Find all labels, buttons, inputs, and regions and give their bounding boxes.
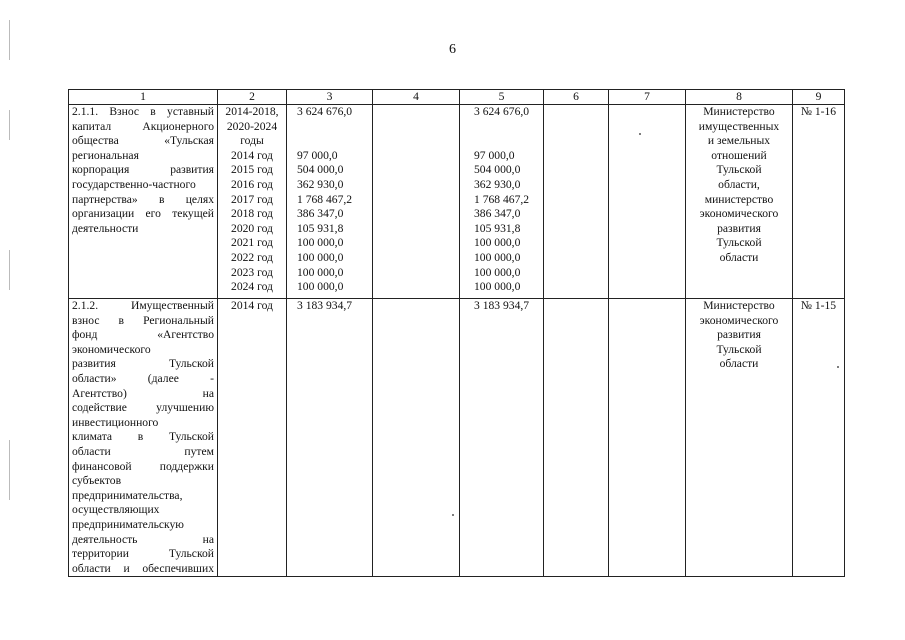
amount-value: 100 000,0 <box>297 236 344 250</box>
scan-margin-mark <box>9 250 10 290</box>
description-line: области» (далее - <box>72 371 214 385</box>
description-line: 2.1.2. Имущественный <box>72 299 214 312</box>
period-cell <box>218 299 287 577</box>
budget-table <box>68 89 845 577</box>
executor-line: развития <box>717 221 761 235</box>
description-line: климата в Тульской <box>72 430 214 444</box>
column-4-cell <box>373 105 460 299</box>
amount-value: 386 347,0 <box>474 207 521 221</box>
description-line: осуществляющих <box>72 503 160 517</box>
description-line: государственно-частного <box>72 177 196 191</box>
col-header-6: 6 <box>544 90 609 105</box>
executor-cell <box>686 105 793 299</box>
description-line: общества «Тульская <box>72 134 214 148</box>
amount-value: 100 000,0 <box>474 236 521 250</box>
executor-line: Министерство <box>703 299 775 312</box>
scan-margin-mark <box>9 110 10 140</box>
executor-line: Министерство <box>703 105 775 118</box>
executor-line: экономического <box>699 313 779 327</box>
period-line: 2014 год <box>231 299 273 312</box>
scan-speck <box>837 366 839 368</box>
amount-value: 1 768 467,2 <box>474 192 530 206</box>
col-header-9: 9 <box>793 90 845 105</box>
description-line: экономического <box>72 342 151 356</box>
column-6-cell <box>544 299 609 577</box>
description-line: Агентство) на <box>72 386 214 400</box>
scan-margin-mark <box>9 440 10 500</box>
amount-total-cell <box>287 299 373 577</box>
period-line: 2021 год <box>231 236 273 250</box>
column-7-cell <box>609 299 686 577</box>
executor-line: Тульской <box>716 163 762 177</box>
amount-source-cell <box>460 105 544 299</box>
description-line: деятельности <box>72 221 139 235</box>
description-line: развития Тульской <box>72 357 214 371</box>
measure-description <box>69 299 218 577</box>
period-line: 2014-2018, <box>225 105 279 118</box>
amount-value: 386 347,0 <box>297 207 344 221</box>
executor-line: области <box>719 250 759 264</box>
executor-line: Тульской <box>716 236 762 250</box>
amount-value <box>297 134 369 149</box>
amount-value: 1 768 467,2 <box>297 192 353 206</box>
executor-line: области <box>719 357 759 371</box>
scan-speck <box>452 514 454 516</box>
executor-line: области, <box>718 177 760 191</box>
description-line: взнос в Региональный <box>72 313 214 327</box>
col-header-2: 2 <box>218 90 287 105</box>
period-line: 2016 год <box>231 177 273 191</box>
period-line: 2015 год <box>231 163 273 177</box>
description-line: области путем <box>72 444 214 458</box>
executor-line: отношений <box>711 148 767 162</box>
period-line: 2020-2024 <box>226 119 278 133</box>
description-line: предпринимательскую <box>72 517 184 531</box>
amount-value: 97 000,0 <box>297 148 338 162</box>
description-line: партнерства» в целях <box>72 192 214 206</box>
description-line: деятельность на <box>72 532 214 546</box>
column-6-cell <box>544 105 609 299</box>
executor-line: развития <box>717 328 761 342</box>
description-line: содействие улучшению <box>72 401 214 415</box>
amount-value <box>297 120 369 135</box>
indicators-cell: № 1-16 <box>793 105 845 299</box>
period-line: 2020 год <box>231 221 273 235</box>
amount-value: 362 930,0 <box>474 177 521 191</box>
column-7-cell <box>609 105 686 299</box>
description-line: территории Тульской <box>72 547 214 561</box>
description-line: области и обеспечивших <box>72 561 214 575</box>
indicators-cell: № 1-15 <box>793 299 845 577</box>
description-line: 2.1.1. Взнос в уставный <box>72 105 214 118</box>
scan-margin-mark <box>9 20 10 60</box>
col-header-7: 7 <box>609 90 686 105</box>
description-line: инвестиционного <box>72 415 159 429</box>
col-header-5: 5 <box>460 90 544 105</box>
amount-value: 3 183 934,7 <box>297 299 353 312</box>
page-number: 6 <box>449 42 456 57</box>
column-4-cell <box>373 299 460 577</box>
description-line: капитал Акционерного <box>72 119 214 133</box>
executor-line: экономического <box>699 207 779 221</box>
description-line: фонд «Агентство <box>72 328 214 342</box>
scan-speck <box>639 133 641 135</box>
description-line: корпорация развития <box>72 163 214 177</box>
description-line: организации его текущей <box>72 207 214 221</box>
period-line: 2017 год <box>231 192 273 206</box>
amount-value: 105 931,8 <box>474 221 521 235</box>
executor-line: министерство <box>704 192 774 206</box>
amount-value: 100 000,0 <box>474 280 521 294</box>
period-line: 2022 год <box>231 250 273 264</box>
period-cell <box>218 105 287 299</box>
executor-line: и земельных <box>707 134 771 148</box>
amount-value: 100 000,0 <box>474 250 521 264</box>
period-line: 2018 год <box>231 207 273 221</box>
amount-value: 100 000,0 <box>297 250 344 264</box>
description-line: предпринимательства, <box>72 488 183 502</box>
period-line: 2024 год <box>231 280 273 294</box>
amount-value: 100 000,0 <box>297 280 344 294</box>
amount-value: 105 931,8 <box>297 221 344 235</box>
period-line: годы <box>240 134 264 148</box>
amount-value <box>474 120 540 135</box>
header-row <box>69 90 845 105</box>
amount-value: 504 000,0 <box>474 163 521 177</box>
col-header-1: 1 <box>69 90 218 105</box>
amount-value <box>474 134 540 149</box>
amount-source-cell <box>460 299 544 577</box>
amount-value: 504 000,0 <box>297 163 344 177</box>
amount-value: 3 624 676,0 <box>474 105 530 118</box>
amount-value: 3 624 676,0 <box>297 105 353 118</box>
col-header-4: 4 <box>373 90 460 105</box>
description-line: субъектов <box>72 474 122 488</box>
description-line: финансовой поддержки <box>72 459 214 473</box>
amount-value: 100 000,0 <box>474 265 521 279</box>
period-line: 2023 год <box>231 265 273 279</box>
amount-value: 97 000,0 <box>474 148 515 162</box>
amount-value: 3 183 934,7 <box>474 299 530 312</box>
measure-description <box>69 105 218 299</box>
col-header-3: 3 <box>287 90 373 105</box>
executor-line: Тульской <box>716 342 762 356</box>
col-header-8: 8 <box>686 90 793 105</box>
description-line: региональная <box>72 148 139 162</box>
amount-value: 362 930,0 <box>297 177 344 191</box>
executor-cell <box>686 299 793 577</box>
table-row <box>69 105 845 299</box>
period-line: 2014 год <box>231 148 273 162</box>
amount-total-cell <box>287 105 373 299</box>
amount-value: 100 000,0 <box>297 265 344 279</box>
table-row <box>69 299 845 577</box>
executor-line: имущественных <box>698 119 780 133</box>
